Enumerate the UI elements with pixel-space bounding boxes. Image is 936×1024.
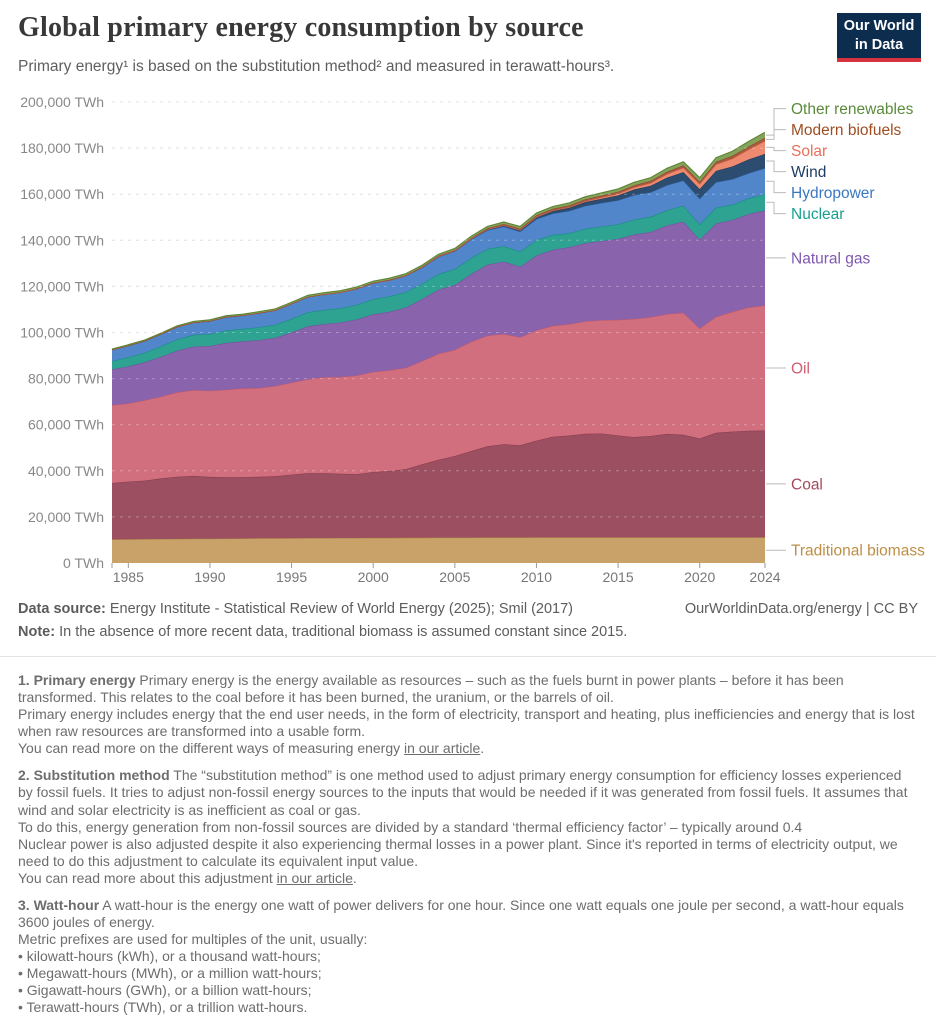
legend-label-other-renewables[interactable]: Other renewables xyxy=(791,101,914,119)
footnote-1-title: 1. Primary energy xyxy=(18,672,136,688)
note-text: In the absence of more recent data, traditional biomass is assumed constant since 2015. xyxy=(59,624,628,640)
footnote-substitution-method xyxy=(18,767,918,887)
y-axis-label: 60,000 TWh xyxy=(27,416,104,433)
footnote-1-period: . xyxy=(480,740,485,757)
owid-logo[interactable] xyxy=(837,13,921,62)
data-source-label: Data source: xyxy=(18,601,106,617)
x-axis-label: 2015 xyxy=(602,569,634,585)
footnote-3-bullet-mwh: • Megawatt-hours (MWh), or a million watt-hours; xyxy=(18,965,322,982)
x-axis-label: 2000 xyxy=(357,569,389,585)
legend-label-solar[interactable]: Solar xyxy=(791,143,828,161)
legend-label-hydropower[interactable]: Hydropower xyxy=(791,185,875,203)
footnote-watt-hour xyxy=(18,897,918,1017)
area-traditional-biomass[interactable] xyxy=(112,537,765,563)
legend-label-wind[interactable]: Wind xyxy=(791,164,827,182)
y-axis-label: 200,000 TWh xyxy=(20,94,104,110)
x-axis-label: 1990 xyxy=(194,569,226,585)
y-axis-label: 180,000 TWh xyxy=(20,140,104,157)
footnote-2-title: 2. Substitution method xyxy=(18,767,170,784)
footnote-primary-energy xyxy=(18,672,918,757)
legend-label-coal[interactable]: Coal xyxy=(791,476,823,494)
legend-label-oil[interactable]: Oil xyxy=(791,360,810,378)
x-axis-label: 1985 xyxy=(112,569,144,585)
footnote-3-title: 3. Watt-hour xyxy=(18,896,100,913)
in-our-article-link-2[interactable]: in our article xyxy=(276,869,353,886)
y-axis-label: 100,000 TWh xyxy=(20,324,104,341)
legend-label-traditional-biomass[interactable]: Traditional biomass xyxy=(791,542,925,560)
x-axis-label: 1995 xyxy=(275,569,308,585)
x-axis-label: 2024 xyxy=(749,569,781,585)
footnote-2-text3: Nuclear power is also adjusted despite it also experiencing thermal losses in a power plant. Since it's reported in terms of electricity output, we need to do this adjustment to calculate its equivalent input value. xyxy=(18,835,898,869)
legend-connector-other-renewables xyxy=(766,109,786,136)
y-axis-label: 80,000 TWh xyxy=(27,370,104,387)
footnote-2-text2: To do this, energy generation from non-fossil sources are divided by a standard ‘thermal efficiency factor’ – typically around 0.4 xyxy=(18,818,803,835)
y-axis-label: 120,000 TWh xyxy=(20,278,104,295)
y-axis-label: 160,000 TWh xyxy=(20,186,104,203)
footnotes xyxy=(18,672,918,1024)
chart-subtitle: Primary energy¹ is based on the substitution method² and measured in terawatt-hours³. xyxy=(18,58,615,75)
footnote-3-bullet-kwh: • kilowatt-hours (kWh), or a thousand watt-hours; xyxy=(18,948,321,965)
footnote-1-text3: You can read more on the different ways of measuring energy xyxy=(18,740,405,757)
footnote-3-bullet-twh: • Terawatt-hours (TWh), or a trillion watt-hours. xyxy=(18,999,308,1016)
y-axis-label: 20,000 TWh xyxy=(27,508,104,525)
footnote-2-period: . xyxy=(352,869,357,886)
legend-label-modern-biofuels[interactable]: Modern biofuels xyxy=(791,122,902,140)
source-row xyxy=(18,601,918,617)
footnote-2-text4: You can read more about this adjustment xyxy=(18,869,277,886)
credit-line[interactable]: OurWorldinData.org/energy | CC BY xyxy=(684,601,918,617)
x-axis-label: 2010 xyxy=(520,569,553,585)
data-source-line xyxy=(18,601,573,617)
page-title: Global primary energy consumption by source xyxy=(18,12,584,43)
legend-label-nuclear[interactable]: Nuclear xyxy=(791,206,845,224)
data-source-text: Energy Institute - Statistical Review of World Energy (2025); Smil (2017) xyxy=(109,601,573,617)
note-label: Note: xyxy=(18,624,56,640)
x-axis-label: 2005 xyxy=(439,569,471,585)
owid-logo-line1: Our World xyxy=(843,18,915,35)
legend-label-natural-gas[interactable]: Natural gas xyxy=(791,250,871,268)
footnote-1-text: Primary energy is the energy available as resources – such as the fuels burnt in power plants – before it has been transformed. This relates to the coal before it has been burned, the uranium, or the barrels of oil. xyxy=(18,672,844,706)
footnote-2-text: The “substitution method” is one method used to adjust primary energy consumption for efficiency losses experienced by fossil fuels. It tries to adjust non-fossil energy sources to the inputs that would be needed if it was generated from fossil fuels. It assumes that wind and solar electricity is as inefficient as coal or gas. xyxy=(18,767,908,818)
note-line xyxy=(18,624,918,640)
y-axis-label: 40,000 TWh xyxy=(27,462,104,479)
footnote-3-text: A watt-hour is the energy one watt of power delivers for one hour. Since one watt equals one joule per second, a watt-hour equals 3600 joules of energy. xyxy=(18,896,904,931)
footnote-1-text2: Primary energy includes energy that the end user needs, in the form of electricity, transport and heating, plus inefficiencies and energy that is lost when raw resources are transformed into a usable form. xyxy=(18,706,915,740)
y-axis-label: 0 TWh xyxy=(63,555,104,571)
legend-connector-wind xyxy=(766,161,786,172)
footer-divider xyxy=(0,656,936,657)
energy-stacked-area-chart[interactable] xyxy=(0,90,936,595)
footnote-3-text2: Metric prefixes are used for multiples of the unit, usually: xyxy=(18,931,368,948)
x-axis-label: 2020 xyxy=(684,569,716,585)
legend-connector-hydropower xyxy=(766,181,786,192)
legend-connector-nuclear xyxy=(766,202,786,213)
legend-connector-modern-biofuels xyxy=(766,130,786,140)
in-our-article-link[interactable]: in our article xyxy=(404,740,481,757)
legend-connector-solar xyxy=(766,147,786,150)
footnote-3-bullet-gwh: • Gigawatt-hours (GWh), or a billion watt-hours; xyxy=(18,982,312,999)
owid-logo-line2: in Data xyxy=(854,36,904,53)
y-axis-label: 140,000 TWh xyxy=(20,232,104,249)
